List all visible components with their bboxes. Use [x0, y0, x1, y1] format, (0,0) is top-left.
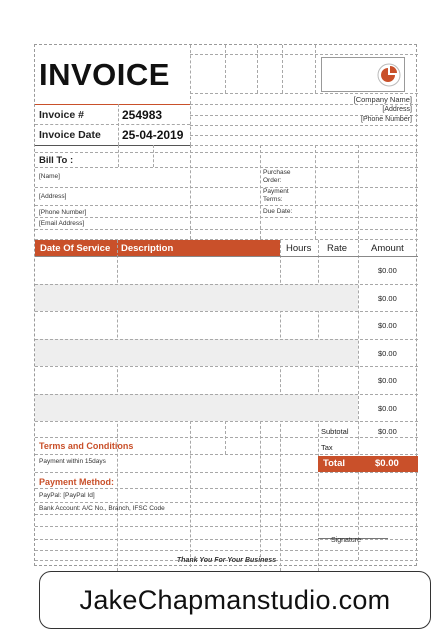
- bill-to-email: [Email Address]: [39, 220, 85, 227]
- column-date-of-service: Date Of Service: [40, 243, 111, 254]
- row-amount: $0.00: [378, 321, 397, 330]
- invoice-number-value: 254983: [122, 108, 163, 122]
- row-amount: $0.00: [378, 376, 397, 385]
- table-row-shade: [35, 284, 358, 311]
- row-amount: $0.00: [378, 294, 397, 303]
- invoice-number-label: Invoice #: [39, 109, 84, 121]
- company-address: [Address]: [382, 106, 412, 113]
- signature-label: Signature: [331, 537, 361, 544]
- bill-to-name: [Name]: [39, 173, 60, 180]
- table-row-shade: [35, 394, 358, 421]
- row-amount: $0.00: [378, 349, 397, 358]
- total-label: Total: [323, 458, 345, 469]
- subtotal-label: Subtotal: [321, 427, 349, 436]
- payment-bank: Bank Account: A/C No., Branch, IFSC Code: [39, 505, 165, 512]
- watermark-banner: [39, 571, 431, 629]
- invoice-sheet: [34, 44, 417, 566]
- company-name: [Company Name]: [353, 95, 412, 104]
- terms-text: Payment within 15days: [39, 458, 106, 465]
- terms-title: Terms and Conditions: [39, 441, 134, 451]
- subtotal-value: $0.00: [378, 427, 397, 436]
- company-phone: [Phone Number]: [361, 116, 412, 123]
- purchase-order-label: Purchase Order:: [263, 169, 291, 184]
- invoice-title: INVOICE: [39, 57, 170, 92]
- company-logo-placeholder: [321, 57, 405, 92]
- column-description: Description: [121, 243, 174, 254]
- table-row-shade: [35, 339, 358, 366]
- column-hours: Hours: [286, 243, 312, 254]
- tax-label: Tax: [321, 443, 333, 452]
- payment-method-title: Payment Method:: [39, 477, 115, 487]
- row-amount: $0.00: [378, 266, 397, 275]
- row-amount: $0.00: [378, 404, 397, 413]
- payment-terms-label: Payment Terms:: [263, 188, 289, 203]
- column-amount: Amount: [371, 243, 404, 254]
- invoice-date-value: 25-04-2019: [122, 128, 184, 142]
- bill-to-address: [Address]: [39, 193, 67, 200]
- due-date-label: Due Date:: [263, 208, 293, 215]
- thank-you-footer: Thank You For Your Business: [176, 557, 277, 564]
- bill-to-label: Bill To :: [39, 155, 74, 166]
- total-value: $0.00: [375, 458, 399, 469]
- pie-chart-icon: [376, 62, 402, 88]
- bill-to-phone: [Phone Number]: [39, 209, 87, 216]
- payment-paypal: PayPal: [PayPal Id]: [39, 492, 95, 499]
- watermark-text: JakeChapmanstudio.com: [79, 584, 391, 615]
- invoice-date-label: Invoice Date: [39, 129, 101, 141]
- column-rate: Rate: [327, 243, 348, 254]
